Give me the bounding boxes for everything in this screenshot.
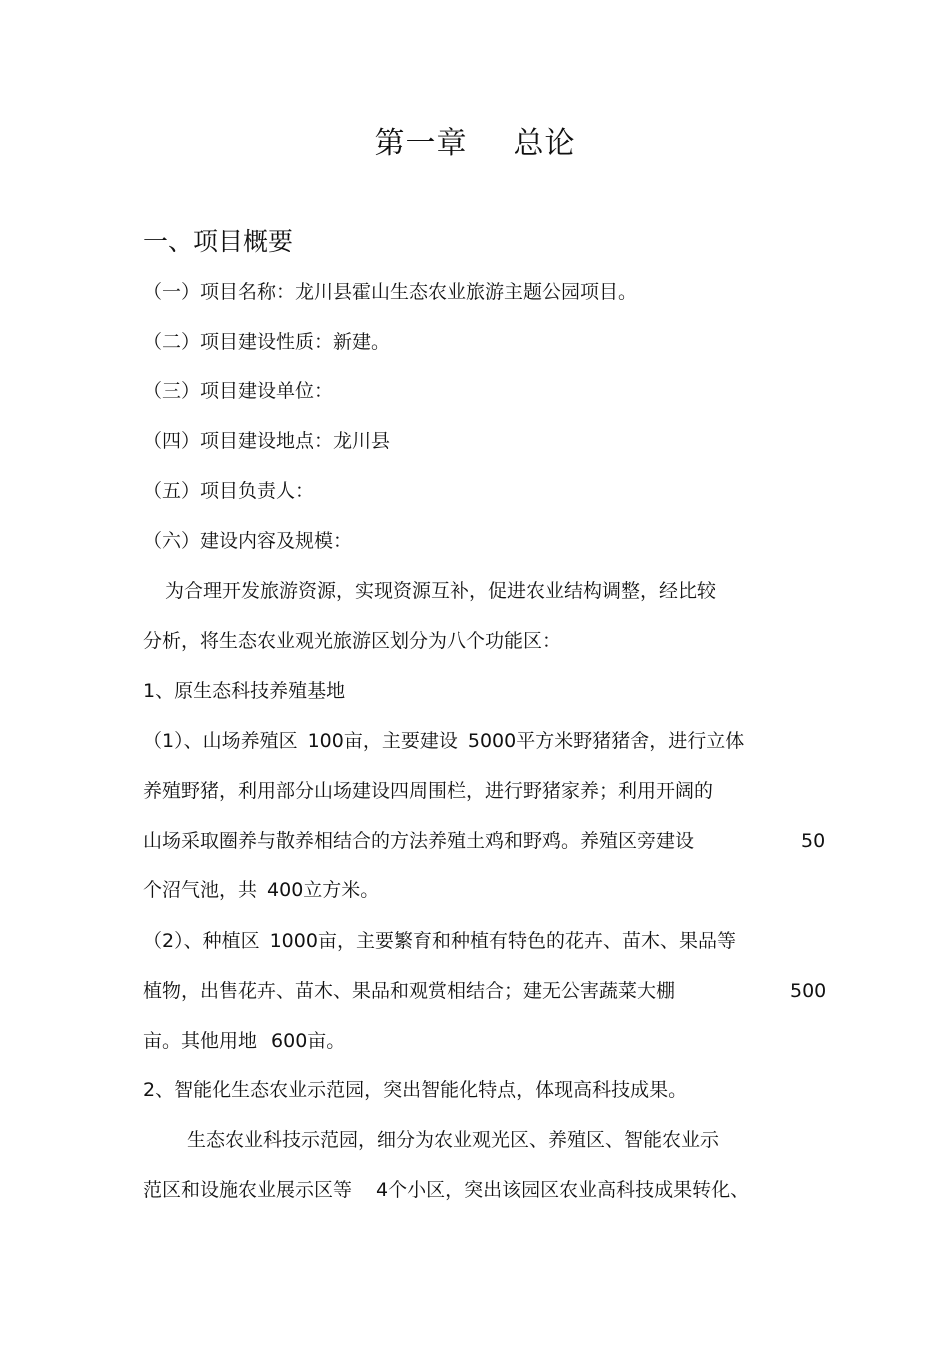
zone1-sub1-text-b: 平方米野猪猪舍，进行立体 xyxy=(516,730,745,752)
zone1-sub2-greenhouse-area: 500 xyxy=(790,980,827,1002)
zone1-sub2-text-a: 亩，主要繁育和种植有特色的花卉、苗木、果品等 xyxy=(317,930,736,952)
zone2-para-line2 xyxy=(143,1178,749,1202)
zone1-sub2-area: 1000 xyxy=(269,930,318,952)
zone1-sub1-line2: 养殖野猪，利用部分山场建设四周围栏，进行野猪家养；利用开阔的 xyxy=(143,780,714,802)
zone1-sub1-area: 100 xyxy=(307,730,344,752)
zone1-sub1-text-a: 亩，主要建设 xyxy=(343,730,458,752)
zone1-sub1-line3: 山场采取圈养与散养相结合的方法养殖土鸡和野鸡。养殖区旁建设 xyxy=(143,830,695,852)
chapter-number: 第一章 xyxy=(374,126,468,161)
zone2-text-b: 个小区，突出该园区农业高科技成果转化、 xyxy=(388,1179,750,1201)
zone2-text-a: 范区和设施农业展示区等 xyxy=(143,1179,353,1201)
zone1-sub2-text-b: 亩。其他用地 xyxy=(143,1030,258,1052)
zone2-count: 4 xyxy=(376,1179,389,1201)
chapter-title xyxy=(0,124,950,164)
zone1-sub2-other-area: 600 xyxy=(271,1030,308,1052)
zone1-sub1-biogas-count: 50 xyxy=(801,830,826,852)
intro-line-1: 为合理开发旅游资源，实现资源互补，促进农业结构调整，经比较 xyxy=(165,580,717,602)
section-heading: 一、项目概要 xyxy=(143,227,294,256)
zone1-sub1-sqm: 5000 xyxy=(467,730,517,752)
zone2-para-line1: 生态农业科技示范园，细分为农业观光区、养殖区、智能农业示 xyxy=(187,1129,720,1151)
zone1-sub2-label: （2）、种植区 xyxy=(143,930,260,952)
item-project-location: （四）项目建设地点：龙川县 xyxy=(143,430,391,452)
zone1-sub2-line1 xyxy=(143,929,736,953)
item-project-name: （一）项目名称：龙川县霍山生态农业旅游主题公园项目。 xyxy=(143,281,638,303)
zone1-sub1-label: （1）、山场养殖区 xyxy=(143,730,298,752)
zone1-sub1-text-d: 立方米。 xyxy=(303,879,380,901)
zone1-sub1-volume: 400 xyxy=(267,879,304,901)
zone1-sub1-text-c: 个沼气池，共 xyxy=(143,879,258,901)
item-project-content: （六）建设内容及规模： xyxy=(143,530,353,552)
zone1-sub2-line3 xyxy=(143,1029,345,1053)
zone1-sub2-text-c: 亩。 xyxy=(307,1030,346,1052)
item-project-nature: （二）项目建设性质：新建。 xyxy=(143,331,391,353)
intro-line-2: 分析，将生态农业观光旅游区划分为八个功能区： xyxy=(143,630,562,652)
item-project-leader: （五）项目负责人： xyxy=(143,480,315,502)
chapter-name: 总论 xyxy=(513,126,576,161)
item-project-unit: （三）项目建设单位： xyxy=(143,380,334,402)
zone1-heading: 1、原生态科技养殖基地 xyxy=(143,680,346,702)
zone1-sub1-line1 xyxy=(143,729,744,753)
zone1-sub1-line4 xyxy=(143,878,379,902)
zone2-heading: 2、智能化生态农业示范园，突出智能化特点，体现高科技成果。 xyxy=(143,1079,688,1101)
zone1-sub2-line2: 植物，出售花卉、苗木、果品和观赏相结合；建无公害蔬菜大棚 xyxy=(143,980,676,1002)
